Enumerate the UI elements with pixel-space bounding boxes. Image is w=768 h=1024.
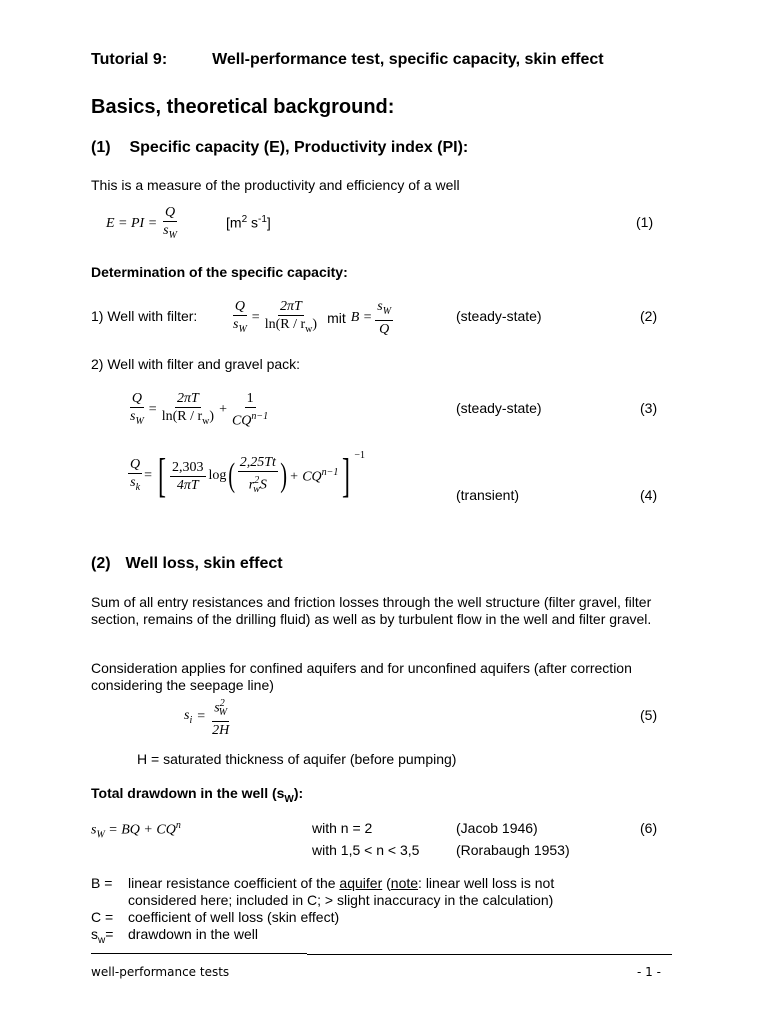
eq4-a-fraction: $\frac{2,303}{4\pi T}$: [172, 459, 204, 493]
eq2-b-fraction: $\frac{s_W}{Q}$: [377, 299, 392, 337]
eq2-b: B =: [350, 309, 373, 325]
eq1-lhs: E = PI =: [106, 215, 158, 231]
def-b-key: B =: [91, 875, 113, 891]
section-2-title: Well loss, skin effect: [125, 555, 283, 572]
equation-3: $\frac{Q}{s_W}$ = $\frac{2\pi T}{\ln(R / r_w)}$ + $\frac{1}{CQ^{n-1}}$: [130, 391, 269, 429]
eq2-condition: (steady-state): [456, 308, 542, 324]
section-2-heading: [91, 555, 283, 573]
paragraph-losses: Sum of all entry resistances and friction losses through the well structure (filter gravel, filter section, remains of the drilling fluid) as well as by turbulent flow in the well and filter gravel.: [91, 594, 652, 627]
def-sw-text: drawdown in the well: [128, 926, 258, 942]
eq3-label: 2) Well with filter and gravel pack:: [91, 356, 301, 372]
total-drawdown-heading: Total drawdown in the well $(s_W)$:: [91, 785, 304, 805]
section-1-heading: [91, 139, 468, 157]
footer-left: well-performance tests: [91, 965, 230, 979]
eq2-number: (2): [640, 308, 658, 324]
eq1-unit: [$m^2$ $s^{-1}$]: [226, 214, 271, 231]
eq1-denominator: $s_W$: [163, 223, 177, 241]
equation-6: $s_W$ = BQ + $CQ^n$: [91, 820, 181, 841]
tutorial-text: Well-performance test, specific capacity, skin effect: [212, 51, 604, 68]
eq3-lhs-fraction: $\frac{Q}{s_W}$: [130, 391, 144, 427]
page-heading: Basics, theoretical background:: [91, 96, 395, 118]
def-sw-key: $s_w=$: [91, 926, 114, 946]
eq6-with-2: with 1,5 < n < 3,5: [312, 842, 420, 858]
eq2-lhs-fraction: $\frac{Q}{s_W}$: [233, 299, 247, 335]
footer-rule-right: [307, 954, 672, 955]
section-2-number: (2): [91, 555, 111, 572]
eq3-condition: (steady-state): [456, 400, 542, 416]
eq2-label: 1) Well with filter:: [91, 308, 198, 324]
eq2-rhs-fraction: $\frac{2\pi T}{\ln(R / r_w)}$: [264, 299, 318, 335]
eq5-fraction: $\frac{s^2_W}{2H}$: [210, 695, 231, 739]
equation-4: $\frac{Q}{s_k}$ = [ $\frac{2,303}{4\pi T}$ log ( $\frac{2,25Tt}{r^2_wS}$ ) + $CQ^{n-1}$ ] $^{-1}$: [130, 449, 366, 502]
eq4-number: (4): [640, 487, 658, 503]
eq3-rhs-fraction: $\frac{2\pi T}{\ln(R / r_w)}$: [161, 391, 215, 427]
def-b-text-line2: considered here; included in C; > slight inaccuracy in the calculation): [128, 892, 554, 908]
eq6-ref-2: (Rorabaugh 1953): [456, 842, 570, 858]
eq1-numerator: Q: [165, 205, 176, 220]
paragraph-consideration: Consideration applies for confined aquifers and for unconfined aquifers (after correction considering the seepage line): [91, 660, 632, 693]
def-c-text: coefficient of well loss (skin effect): [128, 909, 340, 925]
equation-5: $s_i$ = $\frac{s^2_W}{2H}$: [184, 695, 231, 739]
footer-rule-left: [91, 953, 307, 954]
eq4-lhs-fraction: $\frac{Q}{s_k}$: [130, 457, 141, 493]
eq4-condition: (transient): [456, 487, 520, 503]
eq6-number: (6): [640, 820, 658, 836]
eq1-fraction: [161, 204, 179, 244]
eq6-with-1: with n = 2: [312, 820, 373, 836]
section-1-number: (1): [91, 139, 111, 156]
h-definition: H = saturated thickness of aquifer (before pumping): [137, 751, 457, 767]
eq6-ref-1: (Jacob 1946): [456, 820, 538, 836]
def-b-text: linear resistance coefficient of the aquifer (note: linear well loss is not: [128, 875, 555, 891]
def-c-key: C =: [91, 909, 114, 925]
intro-text: This is a measure of the productivity and efficiency of a well: [91, 177, 460, 193]
section-1-title: Specific capacity (E), Productivity index (PI):: [129, 139, 469, 156]
eq5-number: (5): [640, 707, 658, 723]
determination-heading: Determination of the specific capacity:: [91, 264, 348, 280]
eq4-b-fraction: $\frac{2,25Tt}{r^2_wS}$: [239, 454, 276, 496]
eq2-mit: mit: [327, 309, 346, 326]
equation-2: $\frac{Q}{s_W}$ = $\frac{2\pi T}{\ln(R / r_w)}$ mit B = $\frac{s_W}{Q}$: [233, 299, 392, 337]
tutorial-title: [91, 51, 604, 69]
footer-page-number: - 1 -: [637, 965, 661, 979]
eq1-number: (1): [636, 214, 654, 230]
eq3-number: (3): [640, 400, 658, 416]
equation-1: [106, 204, 179, 244]
tutorial-label: Tutorial 9:: [91, 51, 168, 68]
eq3-second-fraction: $\frac{1}{CQ^{n-1}}$: [231, 391, 269, 429]
